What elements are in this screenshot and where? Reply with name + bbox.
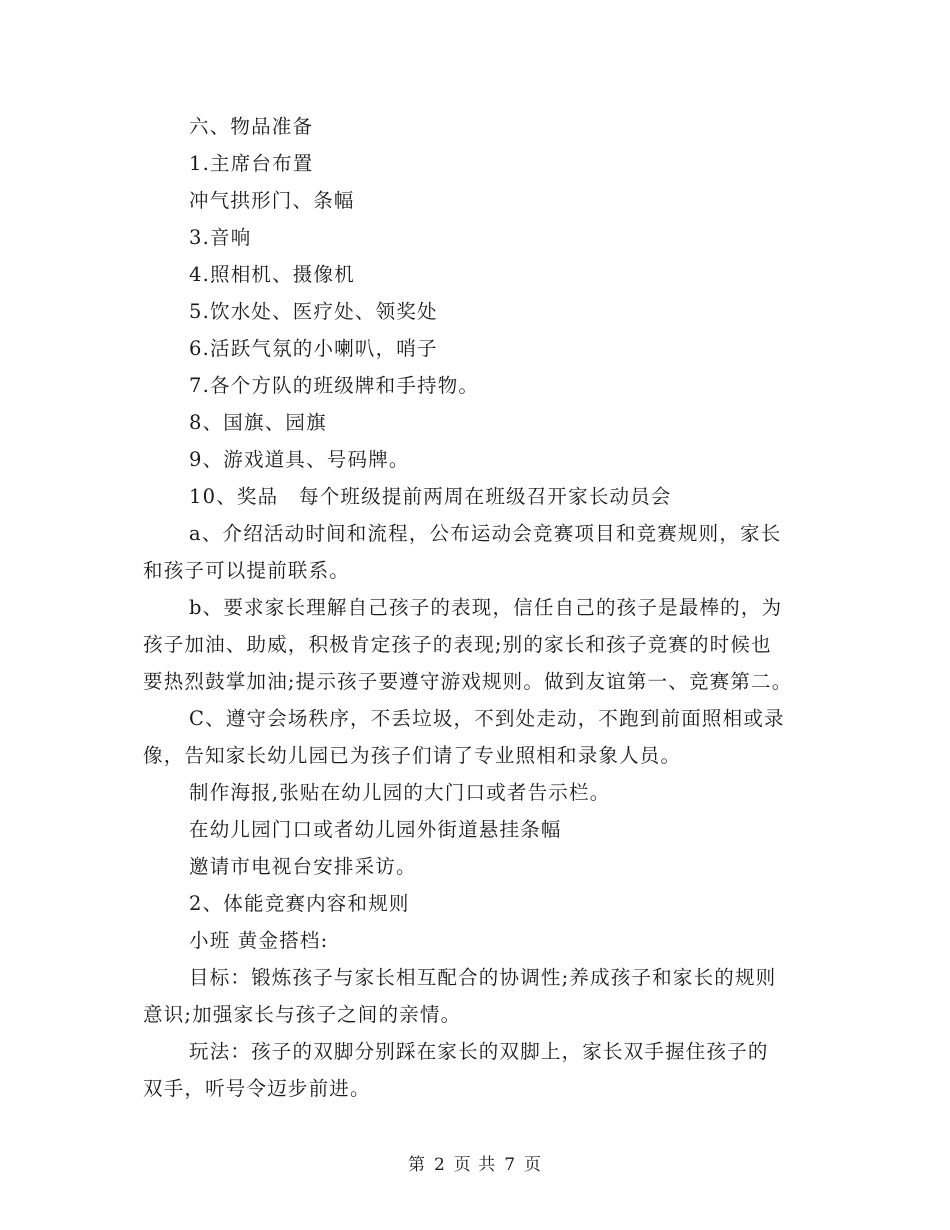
text-line: 像，告知家长幼儿园已为孩子们请了专业照相和录象人员。 [143,744,682,767]
text-line: 孩子加油、助威，积极肯定孩子的表现;别的家长和孩子竞赛的时候也 [143,633,772,656]
text-line: 3.音响 [189,226,252,249]
text-line: 9、游戏道具、号码牌。 [189,448,410,471]
text-line: b、要求家长理解自己孩子的表现，信任自己的孩子是最棒的，为 [189,596,783,619]
text-line: 小班 黄金搭档: [189,929,329,952]
text-line: 6.活跃气氛的小喇叭，哨子 [189,337,438,360]
text-line: 双手，听号令迈步前进。 [143,1077,371,1100]
text-line: 邀请市电视台安排采访。 [189,855,417,878]
text-line: 玩法：孩子的双脚分别踩在家长的双脚上，家长双手握住孩子的 [189,1040,769,1063]
text-line: 5.饮水处、医疗处、领奖处 [189,300,438,323]
text-line: 意识;加强家长与孩子之间的亲情。 [143,1003,462,1026]
text-line: 10、奖品 每个班级提前两周在班级召开家长动员会 [189,485,672,508]
text-line: 六、物品准备 [189,115,314,138]
text-line: 2、体能竞赛内容和规则 [189,892,410,915]
text-line: 制作海报,张贴在幼儿园的大门口或者告示栏。 [189,781,611,804]
footer-current-page: 2 [433,1155,446,1175]
footer-middle: 页 共 [453,1155,497,1175]
page-footer [0,1150,950,1175]
footer-suffix: 页 [524,1155,543,1175]
text-line: 1.主席台布置 [189,152,314,175]
text-line: a、介绍活动时间和流程，公布运动会竞赛项目和竞赛规则，家长 [189,522,782,545]
text-line: 8、国旗、园旗 [189,411,327,434]
text-line: 目标：锻炼孩子与家长相互配合的协调性;养成孩子和家长的规则 [189,966,777,989]
footer-total-pages: 7 [504,1155,517,1175]
footer-prefix: 第 [407,1155,426,1175]
text-line: 和孩子可以提前联系。 [143,559,351,582]
text-line: 在幼儿园门口或者幼儿园外街道悬挂条幅 [189,818,562,841]
text-line: 冲气拱形门、条幅 [189,189,355,212]
document-body [143,108,823,1107]
text-line: C、遵守会场秩序，不丢垃圾，不到处走动，不跑到前面照相或录 [189,707,785,730]
text-line: 要热烈鼓掌加油;提示孩子要遵守游戏规则。做到友谊第一、竞赛第二。 [143,670,793,693]
text-line: 7.各个方队的班级牌和手持物。 [189,374,480,397]
text-line: 4.照相机、摄像机 [189,263,355,286]
